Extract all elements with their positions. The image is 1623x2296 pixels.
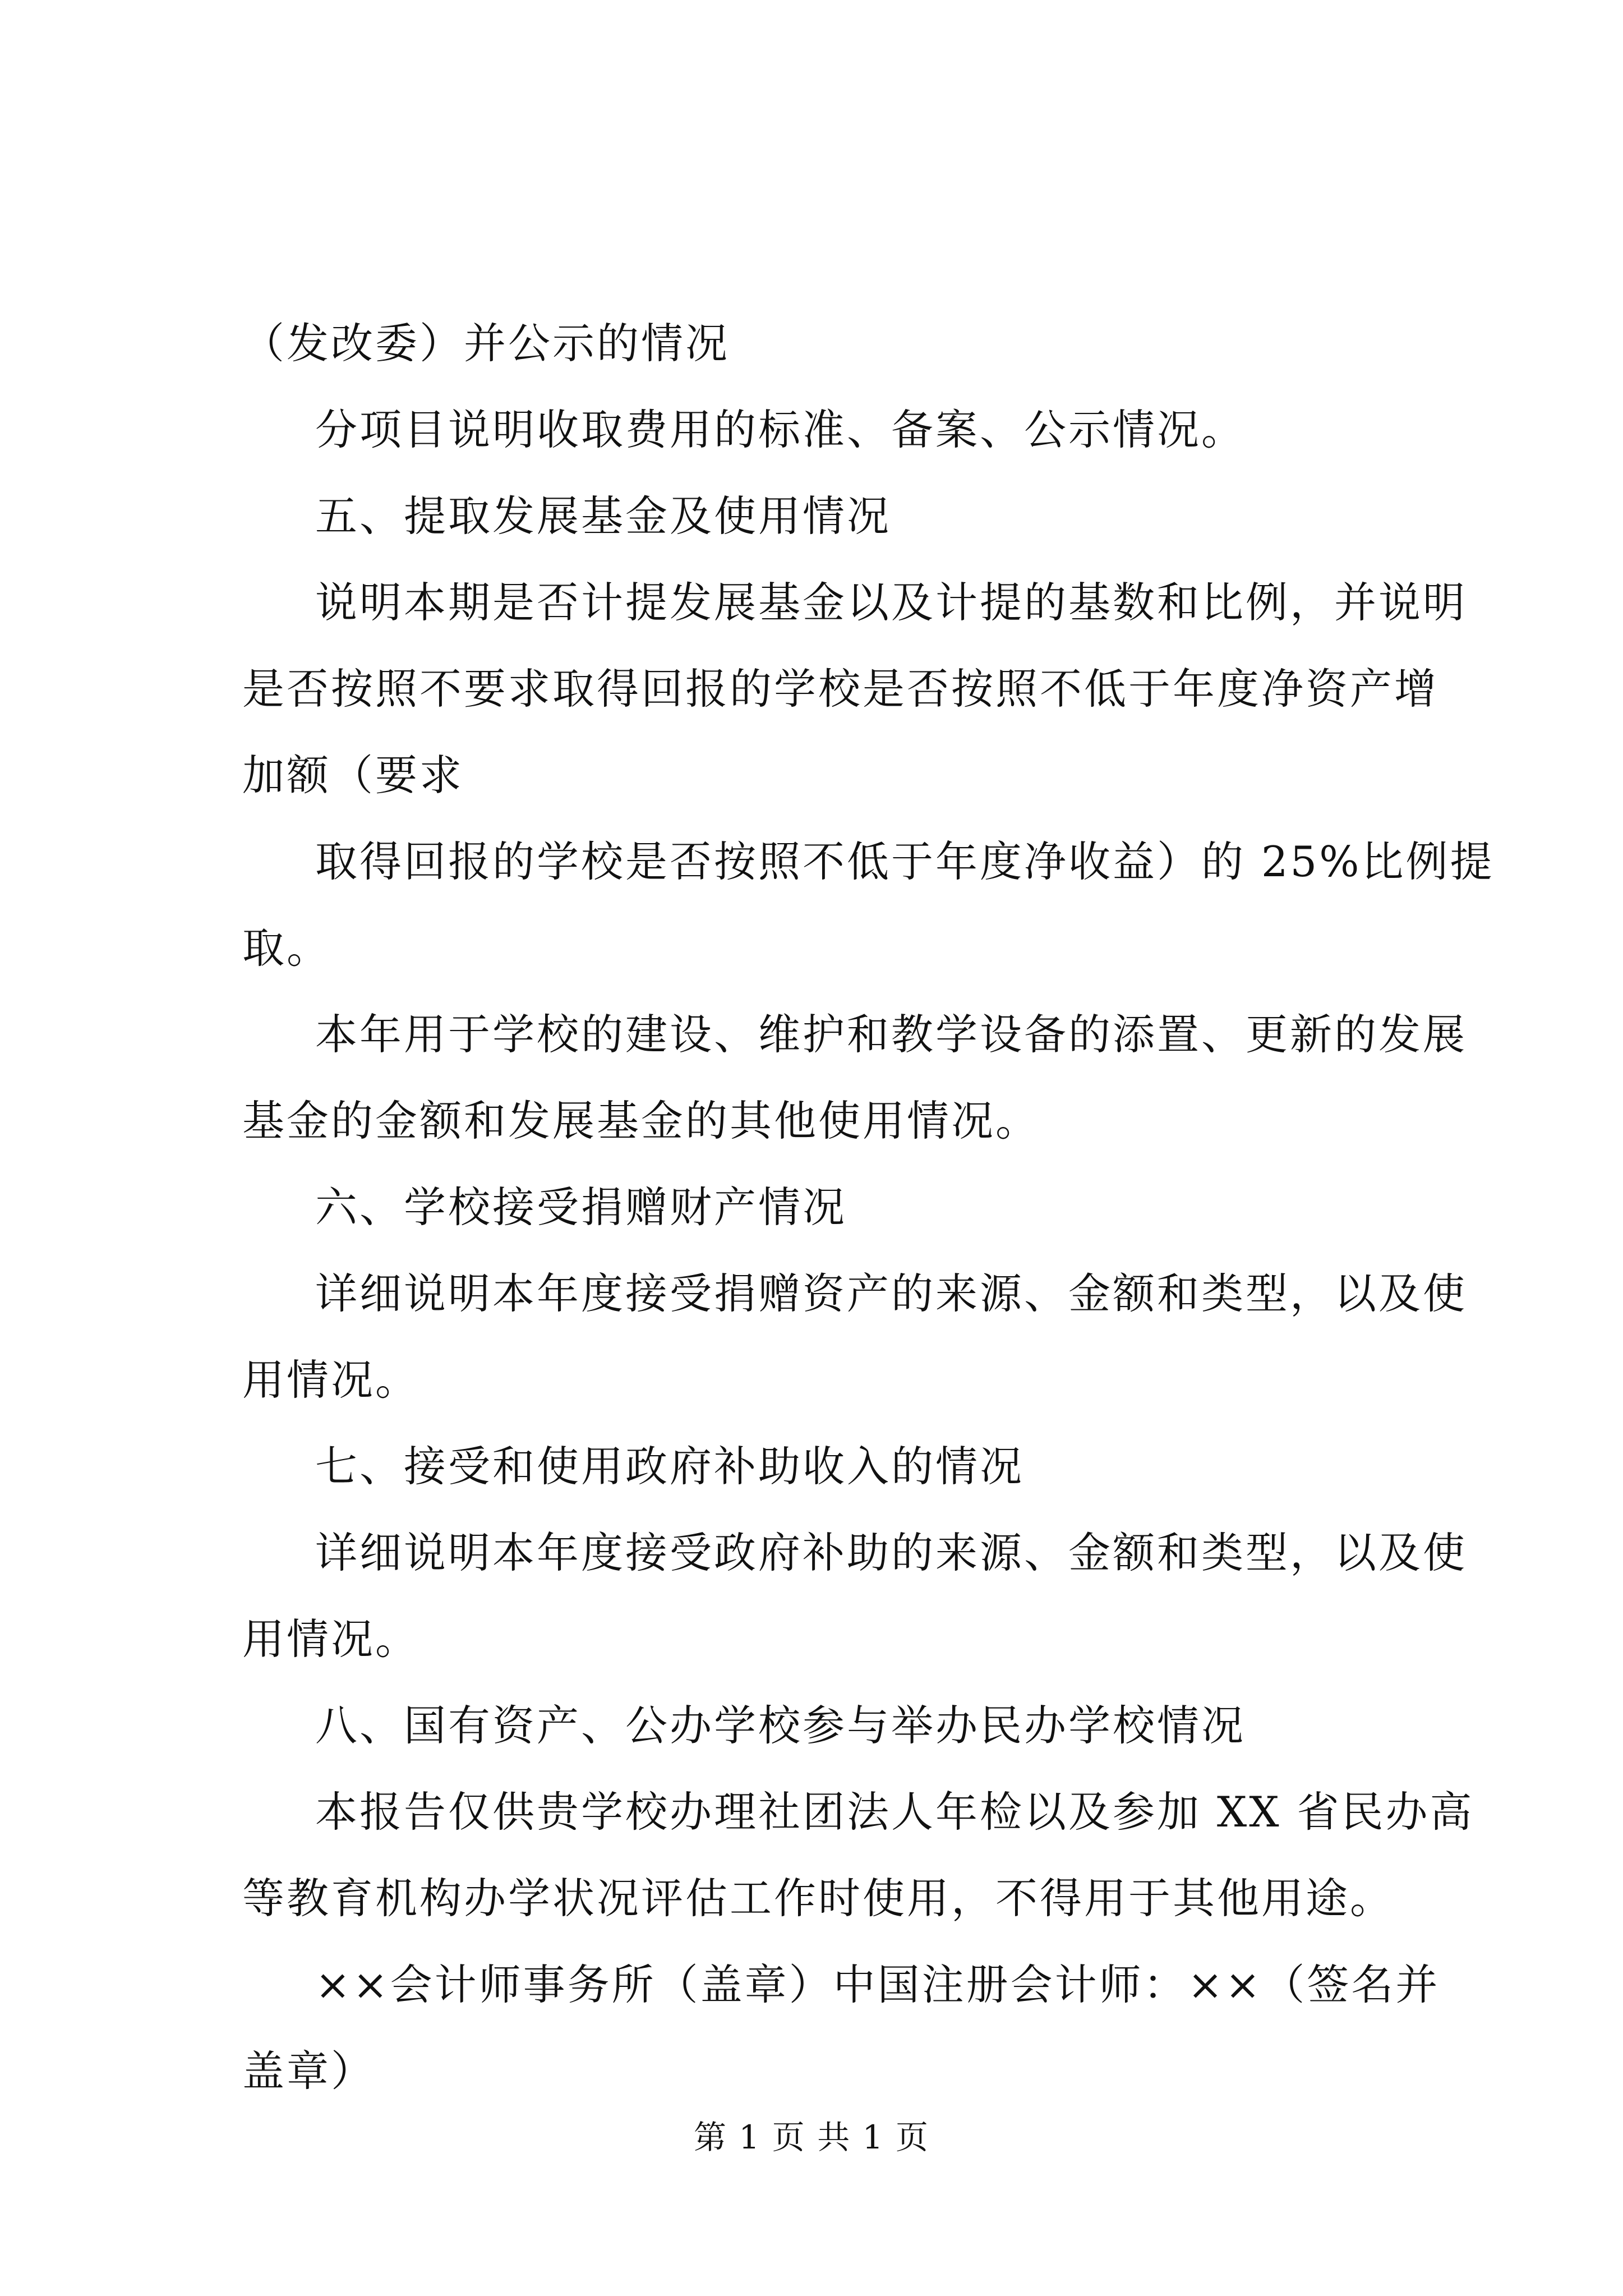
text-line: 分项目说明收取费用的标准、备案、公示情况。: [315, 405, 1246, 454]
text-line: 用情况。: [242, 1355, 420, 1405]
text-line: 详细说明本年度接受捐赠资产的来源、金额和类型，以及使: [315, 1269, 1468, 1318]
text-line: 说明本期是否计提发展基金以及计提的基数和比例，并说明: [315, 578, 1468, 627]
text-line: 详细说明本年度接受政府补助的来源、金额和类型，以及使: [315, 1528, 1468, 1577]
text-line: 取。: [242, 923, 331, 973]
text-line: （发改委）并公示的情况: [242, 319, 730, 368]
text-line: 用情况。: [242, 1614, 420, 1664]
text-line: 六、学校接受捐赠财产情况: [315, 1182, 847, 1232]
text-line: 八、国有资产、公办学校参与举办民办学校情况: [315, 1701, 1246, 1750]
text-line: 等教育机构办学状况评估工作时使用，不得用于其他用途。: [242, 1874, 1395, 1923]
text-line: ××会计师事务所（盖章）中国注册会计师：××（签名并: [315, 1960, 1440, 2009]
text-line: 本报告仅供贵学校办理社团法人年检以及参加 XX 省民办高: [315, 1787, 1474, 1837]
text-line: 五、提取发展基金及使用情况: [315, 491, 892, 541]
text-line: 是否按照不要求取得回报的学校是否按照不低于年度净资产增: [242, 664, 1439, 714]
text-line: 本年用于学校的建设、维护和教学设备的添置、更新的发展: [315, 1010, 1468, 1059]
document-body: [242, 300, 1495, 2114]
text-line: 七、接受和使用政府补助收入的情况: [315, 1442, 1025, 1491]
text-line: 盖章）: [242, 2046, 376, 2096]
text-line: 取得回报的学校是否按照不低于年度净收益）的 25%比例提: [315, 837, 1495, 886]
text-line: 基金的金额和发展基金的其他使用情况。: [242, 1096, 1040, 1145]
page-footer: 第 1 页 共 1 页: [694, 2118, 929, 2156]
text-line: 加额（要求: [242, 751, 464, 800]
